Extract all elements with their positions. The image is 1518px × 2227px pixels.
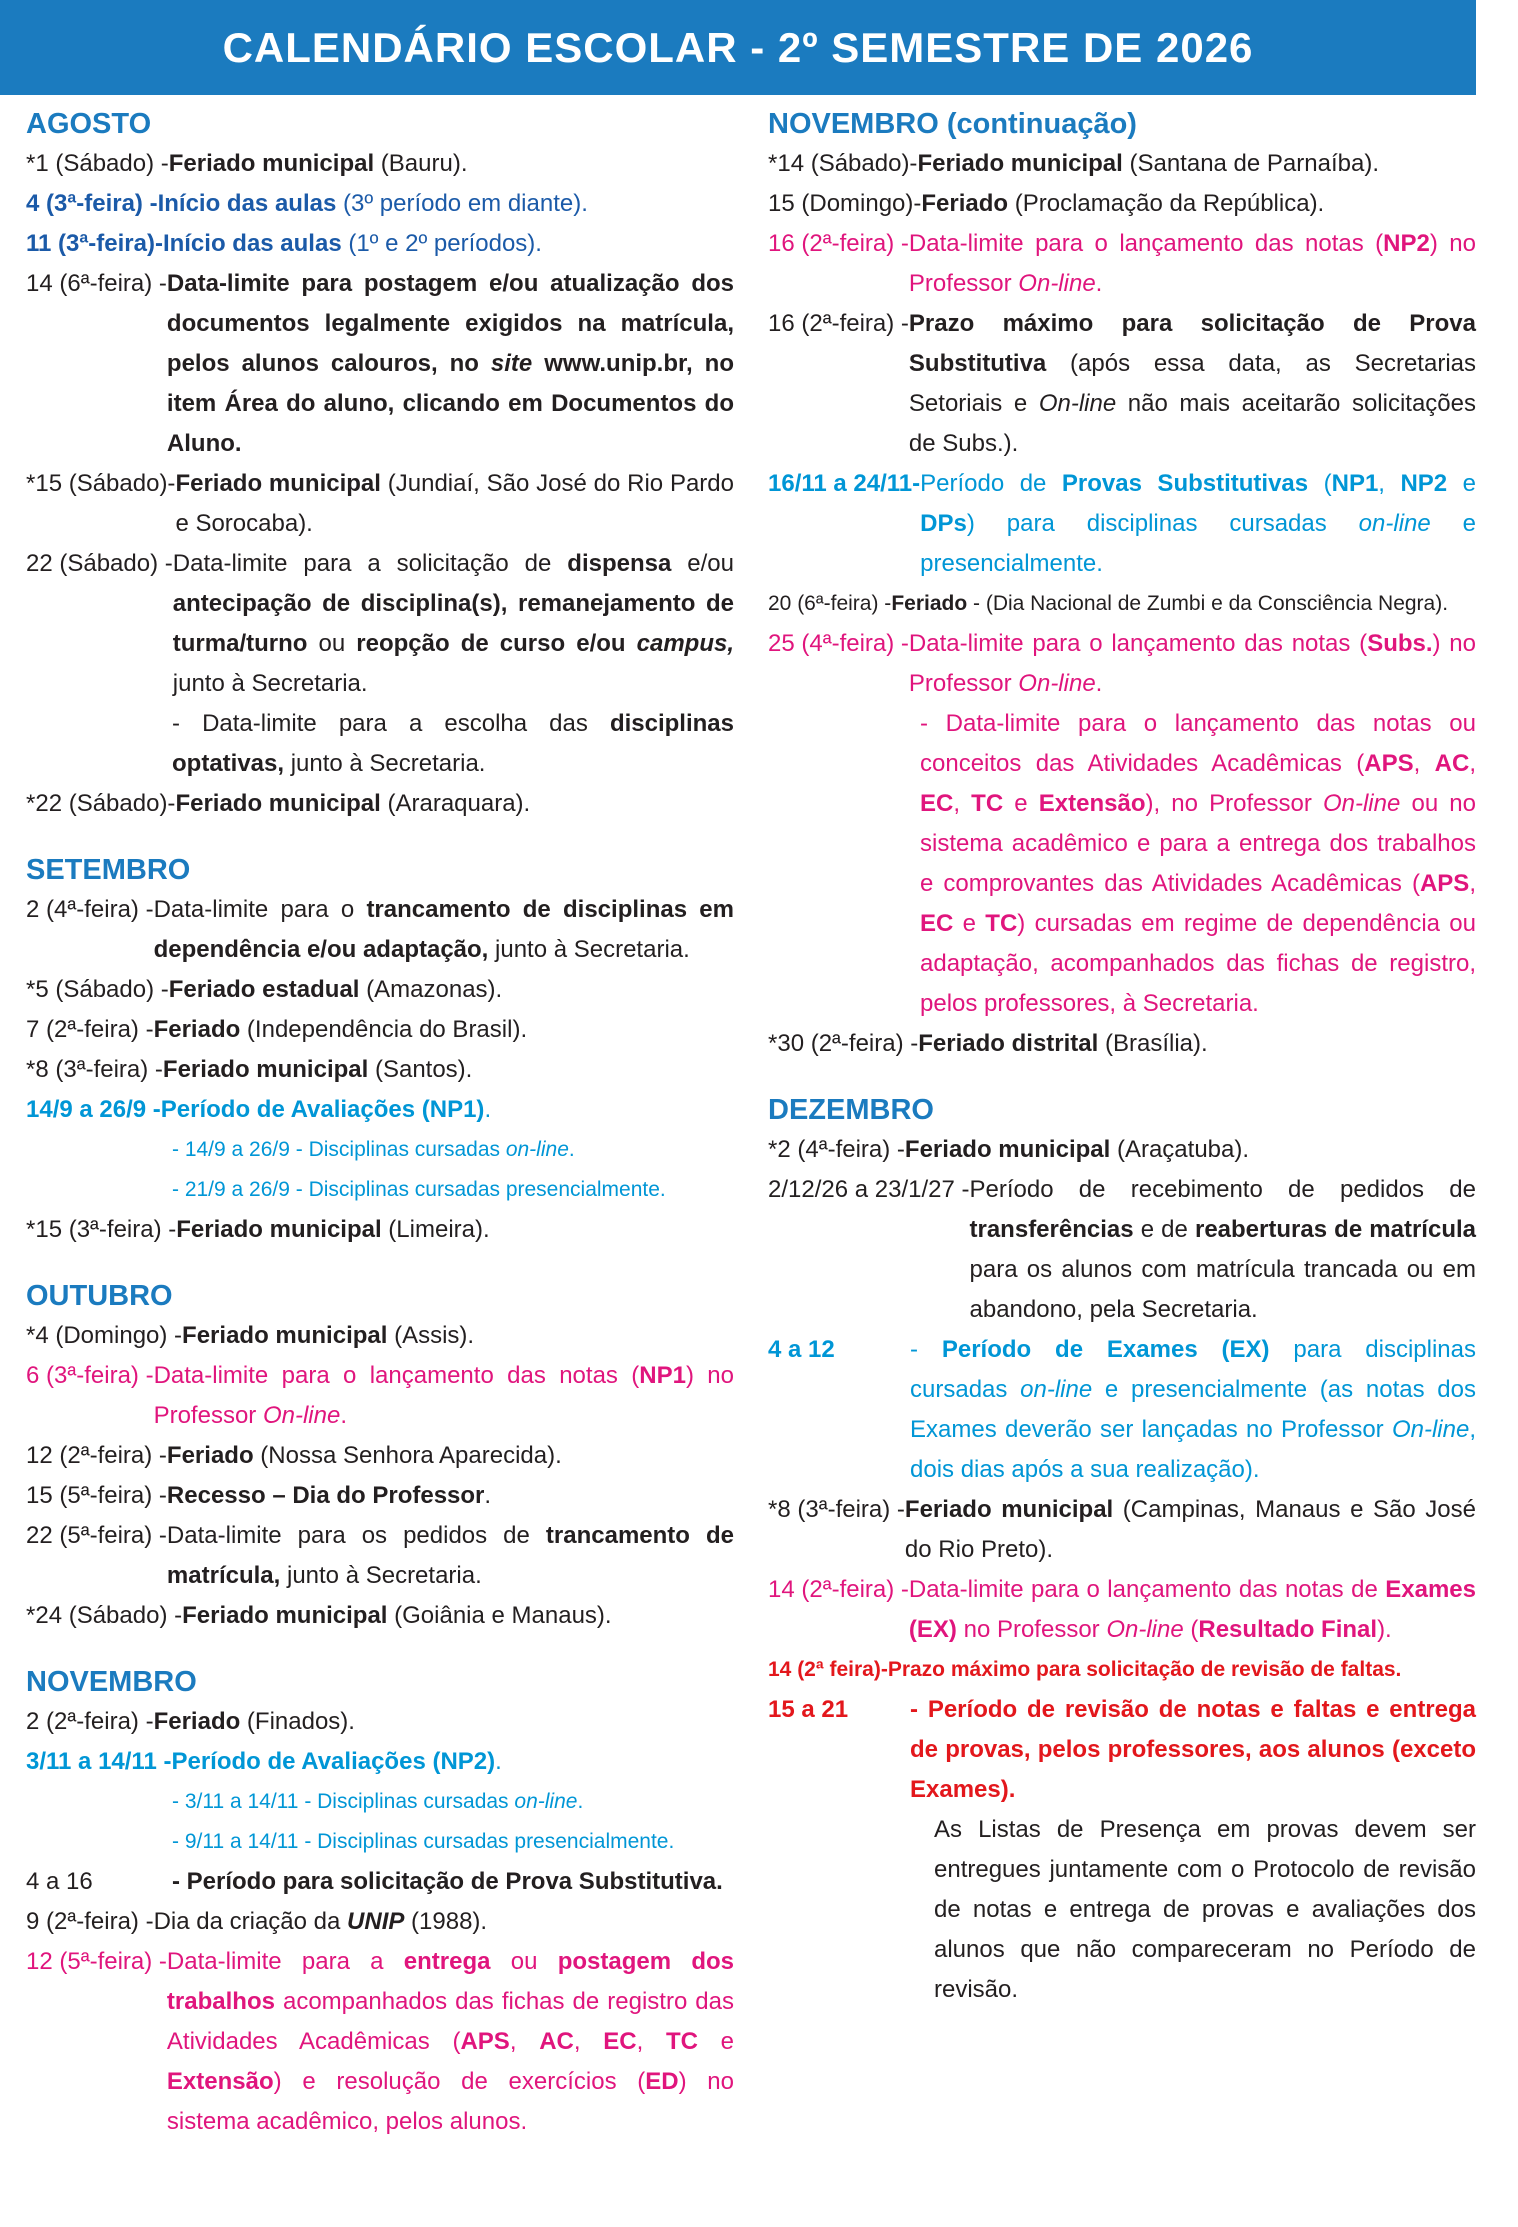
calendar-entry [768, 1690, 1476, 1810]
entry-date: *15 (Sábado)- [26, 470, 176, 497]
entry-text: APS [460, 2028, 510, 2055]
entry-text: (após essa data, as Secretarias Setoriais e [908, 350, 1476, 417]
entry-text: antecipação de disciplina(s), remanejamento de turma/turno [172, 590, 734, 657]
entry-text: Data-limite para o lançamento das notas de [908, 1576, 1386, 1603]
entry-date: *24 (Sábado) - [26, 1602, 183, 1629]
calendar-entry [768, 144, 1476, 184]
entry-label: - Período para solicitação de Prova Substitutiva. [172, 1868, 723, 1895]
calendar-entry [768, 624, 1476, 704]
entry-date: 4 a 12 [768, 1336, 835, 1363]
calendar-subentry [26, 704, 734, 784]
entry-date: 22 (Sábado) - [26, 550, 173, 577]
entry-date: *8 (3ª-feira) - [768, 1496, 905, 1523]
entry-text: - (Dia Nacional de Zumbi e da Consciência Negra). [967, 592, 1449, 615]
entry-text: TC [665, 2028, 698, 2055]
entry-label: Feriado [166, 1442, 254, 1469]
calendar-entry [768, 464, 1476, 584]
entry-text: , [573, 2028, 604, 2055]
entry-text: ED [645, 2068, 679, 2095]
entry-date: *22 (Sábado)- [26, 790, 176, 817]
entry-text: , [1413, 750, 1435, 777]
calendar-entry [26, 264, 734, 464]
entry-text: transferências [969, 1216, 1134, 1243]
entry-text: On-line [1322, 790, 1401, 817]
entry-date: 4 (3ª-feira) - [26, 190, 158, 217]
entry-date: 6 (3ª-feira) - [26, 1362, 154, 1389]
entry-date: 16 (2ª-feira) - [768, 230, 909, 257]
entry-text: disciplinas optativas, [172, 710, 734, 777]
entry-date: 15 a 21 [768, 1696, 849, 1723]
entry-date: 22 (5ª-feira) - [26, 1522, 167, 1549]
month-heading-dezembro: DEZEMBRO [768, 1094, 934, 1126]
month-heading-setembro: SETEMBRO [26, 854, 191, 886]
entry-text: , dois dias após a sua realização). [910, 1416, 1476, 1483]
entry-date: 25 (4ª-feira) - [768, 630, 909, 657]
entry-label: Feriado municipal [162, 1056, 369, 1083]
entry-date: *2 (4ª-feira) - [768, 1136, 905, 1163]
entry-text: junto à Secretaria. [280, 1562, 482, 1589]
calendar-entry [26, 784, 734, 824]
entry-text: - 9/11 a 14/11 - Disciplinas cursadas presencialmente. [172, 1830, 675, 1853]
entry-text: AC [539, 2028, 574, 2055]
entry-text: não mais aceitarão solicitações de Subs.). [908, 390, 1477, 457]
entry-text: e/ou [671, 550, 734, 577]
entry-text: AC [1434, 750, 1470, 777]
entry-text: www.unip.br, no item Área do aluno, clicando em Documentos do Aluno. [166, 350, 734, 457]
calendar-entry [26, 1516, 734, 1596]
right-column [768, 104, 1476, 2010]
calendar-entry [26, 464, 734, 544]
entry-text: ) no Professor [908, 630, 1477, 697]
entry-text: APS [1364, 750, 1414, 777]
entry-text: Data-limite para o lançamento das notas ( [908, 230, 1384, 257]
entry-date: 14 (2ª-feira) - [768, 1576, 909, 1603]
calendar-entry [768, 1170, 1476, 1330]
entry-text: on-line [514, 1790, 578, 1813]
entry-text: Subs. [1367, 630, 1433, 657]
entry-date: *4 (Domingo) - [26, 1322, 183, 1349]
entry-text: Data-limite para a solicitação de [172, 550, 568, 577]
entry-label: Feriado municipal [904, 1496, 1114, 1523]
entry-text: - Data-limite para o lançamento das notas ou conceitos das Atividades Acadêmicas ( [920, 710, 1476, 777]
calendar-entry [26, 544, 734, 704]
calendar-subentry [26, 1130, 734, 1170]
calendar-entry [26, 1942, 734, 2142]
calendar-entry [26, 1090, 734, 1130]
entry-text: (Goiânia e Manaus). [387, 1602, 612, 1629]
entry-text: Período de Exames (EX) [941, 1336, 1270, 1363]
entry-text: TC [985, 910, 1018, 937]
entry-text: Data-limite para os pedidos de [166, 1522, 546, 1549]
entry-text: On-line [1391, 1416, 1470, 1443]
calendar-entry [26, 1476, 734, 1516]
entry-text: no Professor [956, 1616, 1107, 1643]
entry-text: Data-limite para o lançamento das notas ( [153, 1362, 640, 1389]
calendar-subentry [768, 704, 1476, 1024]
entry-text: . [577, 1790, 584, 1813]
calendar-subentry [26, 1782, 734, 1822]
entry-text: acompanhados das fichas de registro das Atividades Acadêmicas ( [166, 1988, 734, 2055]
entry-text: ) para disciplinas cursadas [966, 510, 1359, 537]
entry-date: 15 (5ª-feira) - [26, 1482, 167, 1509]
entry-text: campus, [636, 630, 735, 657]
calendar-entry [768, 1490, 1476, 1570]
calendar-entry [26, 1010, 734, 1050]
entry-text: reopção de curso e/ou [356, 630, 637, 657]
entry-date: 14 (6ª-feira) - [26, 270, 167, 297]
calendar-entry [26, 890, 734, 970]
entry-text: - [910, 1336, 942, 1363]
entry-text: e de [1133, 1216, 1195, 1243]
entry-date: 2 (4ª-feira) - [26, 896, 154, 923]
entry-text: . [484, 1096, 492, 1123]
calendar-entry [26, 1050, 734, 1090]
entry-text: , [636, 2028, 666, 2055]
entry-text: NP1 [1331, 470, 1379, 497]
entry-text: (Jundiaí, São José do Rio Pardo e Sorocaba). [175, 470, 734, 537]
entry-label: Início das aulas [162, 230, 342, 257]
entry-date: 3/11 a 14/11 - [26, 1748, 172, 1775]
calendar-entry [768, 1130, 1476, 1170]
entry-date: 7 (2ª-feira) - [26, 1016, 154, 1043]
entry-text: entrega [403, 1948, 491, 1975]
entry-text: TC [971, 790, 1004, 817]
entry-text: - 21/9 a 26/9 - Disciplinas cursadas presencialmente. [172, 1178, 666, 1201]
entry-label: Feriado estadual [168, 976, 360, 1003]
entry-text: (1º e 2º períodos). [341, 230, 542, 257]
entry-date: *5 (Sábado) - [26, 976, 169, 1003]
calendar-entry [768, 584, 1476, 624]
entry-date: 12 (5ª-feira) - [26, 1948, 167, 1975]
entry-text: On-line [1106, 1616, 1184, 1643]
entry-text: (Limeira). [381, 1216, 490, 1243]
entry-label: Recesso – Dia do Professor [166, 1482, 485, 1509]
entry-date: 14 (2ª feira)- [768, 1658, 888, 1681]
entry-text: para os alunos com matrícula trancada ou em abandono, pela Secretaria. [969, 1256, 1476, 1323]
entry-text: ) no Professor [153, 1362, 734, 1429]
calendar-entry [26, 1742, 734, 1782]
entry-text: ou no sistema acadêmico e para a entrega dos trabalhos e comprovantes das Atividades Acadêmicas ( [920, 790, 1477, 897]
entry-text: (Araraquara). [380, 790, 531, 817]
calendar-entry [26, 1596, 734, 1636]
entry-text: Período de recebimento de pedidos de [969, 1176, 1476, 1203]
entry-text: Data-limite para o lançamento das notas ( [908, 630, 1368, 657]
entry-text: e [1003, 790, 1039, 817]
entry-text: Exames (EX) [908, 1576, 1476, 1643]
entry-date: 11 (3ª-feira)- [26, 230, 163, 257]
entry-label: Feriado municipal [175, 790, 381, 817]
entry-text: , [953, 790, 972, 817]
entry-text: Provas Substitutivas [1061, 470, 1309, 497]
entry-text: ) e resolução de exercícios ( [273, 2068, 646, 2095]
entry-text: . [495, 1748, 502, 1775]
calendar-entry [768, 1024, 1476, 1064]
entry-text: trancamento de matrícula, [166, 1522, 734, 1589]
entry-date: 14/9 a 26/9 - [26, 1096, 161, 1123]
entry-text: ), no Professor [1145, 790, 1323, 817]
month-heading-novembro-continuacao: NOVEMBRO (continuação) [768, 108, 1137, 140]
entry-text: Extensão [166, 2068, 274, 2095]
entry-text: postagem dos trabalhos [166, 1948, 734, 2015]
entry-text: (Amazonas). [359, 976, 503, 1003]
entry-date: 2/12/26 a 23/1/27 - [768, 1176, 970, 1203]
calendar-entry [768, 304, 1476, 464]
entry-text: e [697, 2028, 734, 2055]
calendar-entry [26, 144, 734, 184]
entry-text: , [1378, 470, 1401, 497]
entry-label: Feriado [921, 190, 1009, 217]
entry-label: Início das aulas [157, 190, 337, 217]
entry-text: on-line [505, 1138, 569, 1161]
entry-text: (Araçatuba). [1110, 1136, 1250, 1163]
entry-label: Feriado municipal [917, 150, 1123, 177]
entry-text: (1988). [404, 1908, 488, 1935]
entry-text: - Data-limite para a escolha das [172, 710, 610, 737]
entry-text: junto à Secretaria. [488, 936, 690, 963]
calendar-subentry [26, 1170, 734, 1210]
entry-label: Feriado municipal [176, 1216, 382, 1243]
entry-date: 20 (6ª-feira) - [768, 592, 892, 615]
entry-text: (Assis). [387, 1322, 475, 1349]
entry-text: Resultado Final [1198, 1616, 1378, 1643]
calendar-entry [26, 1436, 734, 1476]
calendar-entry [26, 1316, 734, 1356]
presence-list-note: As Listas de Presença em provas devem ser entregues juntamente com o Protocolo de revisão de notas e entrega de provas e avaliações dos alunos que não compareceram no Período de revisão. [934, 1816, 1476, 2003]
entry-text: dispensa [567, 550, 672, 577]
entry-text: On-line [1018, 670, 1096, 697]
entry-text: On-line [1038, 390, 1117, 417]
entry-date: 4 a 16 [26, 1868, 93, 1895]
entry-text: (Brasília). [1098, 1030, 1208, 1057]
entry-text: ( [1308, 470, 1332, 497]
entry-label: Feriado distrital [918, 1030, 1099, 1057]
calendar-entry [768, 184, 1476, 224]
entry-text: (Campinas, Manaus e São José do Rio Preto). [904, 1496, 1476, 1563]
entry-text: . [568, 1138, 575, 1161]
entry-text: ) no sistema acadêmico, pelos alunos. [166, 2068, 734, 2135]
entry-text: on-line [1358, 510, 1431, 537]
calendar-entry [768, 224, 1476, 304]
entry-text: . [1095, 270, 1103, 297]
entry-text: site [490, 350, 533, 377]
entry-text: . [1095, 670, 1103, 697]
entry-text: junto à Secretaria. [172, 670, 368, 697]
entry-text: (Proclamação da República). [1008, 190, 1325, 217]
entry-label: Feriado [153, 1016, 241, 1043]
calendar-entry [768, 1570, 1476, 1650]
entry-text: Extensão [1038, 790, 1146, 817]
entry-text: e [953, 910, 986, 937]
entry-text: e [1447, 470, 1476, 497]
entry-label: Feriado municipal [182, 1602, 388, 1629]
entry-text: , [509, 2028, 540, 2055]
calendar-entry [768, 1650, 1476, 1690]
entry-text: NP1 [639, 1362, 686, 1389]
entry-text: On-line [1018, 270, 1096, 297]
calendar-entry [768, 1330, 1476, 1490]
page-header [0, 0, 1476, 95]
entry-text: - 3/11 a 14/11 - Disciplinas cursadas [172, 1790, 515, 1813]
entry-text: ou [490, 1948, 558, 1975]
entry-text: EC [920, 790, 954, 817]
left-column [26, 104, 734, 2142]
entry-label: Feriado municipal [904, 1136, 1111, 1163]
entry-text: ). [1377, 1616, 1392, 1643]
entry-date: *15 (3ª-feira) - [26, 1216, 177, 1243]
entry-text: trancamento de disciplinas em dependência e/ou adaptação, [153, 896, 734, 963]
entry-text: on-line [1020, 1376, 1093, 1403]
entry-text: (Santos). [368, 1056, 473, 1083]
entry-text: junto à Secretaria. [284, 750, 486, 777]
entry-text: e presencialmente (as notas dos Exames deverão ser lançadas no Professor [910, 1376, 1477, 1443]
entry-text: Período de [920, 470, 1062, 497]
entry-date: *30 (2ª-feira) - [768, 1030, 919, 1057]
entry-text: e presencialmente. [920, 510, 1476, 577]
calendar-entry [26, 1862, 734, 1902]
entry-date: 12 (2ª-feira) - [26, 1442, 167, 1469]
entry-text: (Finados). [240, 1708, 355, 1735]
entry-text: (Santana de Parnaíba). [1122, 150, 1379, 177]
calendar-entry [26, 1210, 734, 1250]
entry-date: 2 (2ª-feira) - [26, 1708, 154, 1735]
entry-date: 15 (Domingo)- [768, 190, 922, 217]
entry-date: *8 (3ª-feira) - [26, 1056, 163, 1083]
entry-label: Feriado [891, 592, 968, 615]
entry-label: Período de Avaliações (NP1) [160, 1096, 485, 1123]
calendar-entry [26, 1902, 734, 1942]
entry-text: (Nossa Senhora Aparecida). [253, 1442, 562, 1469]
entry-text: . [340, 1402, 347, 1429]
entry-label: Feriado municipal [175, 470, 381, 497]
calendar-entry [26, 1702, 734, 1742]
month-heading-novembro: NOVEMBRO [26, 1666, 197, 1698]
entry-text: NP2 [1383, 230, 1430, 257]
entry-label: Prazo máximo para solicitação de revisão de faltas. [887, 1658, 1402, 1681]
entry-text: APS [1419, 870, 1470, 897]
entry-text: (3º período em diante). [336, 190, 588, 217]
entry-text: ( [1183, 1616, 1199, 1643]
calendar-entry [26, 184, 734, 224]
entry-text: reaberturas de matrícula [1194, 1216, 1477, 1243]
entry-text: NP2 [1400, 470, 1448, 497]
entry-date: *1 (Sábado) - [26, 150, 169, 177]
entry-text: (Independência do Brasil). [240, 1016, 528, 1043]
entry-date: 16/11 a 24/11- [768, 470, 921, 497]
month-heading-outubro: OUTUBRO [26, 1280, 173, 1312]
entry-text: , [1469, 750, 1476, 777]
entry-date: *14 (Sábado)- [768, 150, 918, 177]
calendar-subentry [26, 1822, 734, 1862]
calendar-entry [26, 1356, 734, 1436]
entry-text: EC [603, 2028, 637, 2055]
entry-text: ) no Professor [908, 230, 1476, 297]
entry-text: Dia da criação da [153, 1908, 348, 1935]
entry-text: DPs [920, 510, 967, 537]
entry-text: ou [307, 630, 357, 657]
entry-date: 16 (2ª-feira) - [768, 310, 909, 337]
entry-text: - 14/9 a 26/9 - Disciplinas cursadas [172, 1138, 506, 1161]
entry-label: - Período de revisão de notas e faltas e entrega de provas, pelos professores, aos alunos (exceto Exames). [910, 1696, 1476, 1803]
month-heading-agosto: AGOSTO [26, 108, 152, 140]
entry-text: Data-limite para postagem e/ou atualização dos documentos legalmente exigidos na matrícula, pelos alunos calouros, no [166, 270, 734, 377]
entry-text: UNIP [347, 1908, 405, 1935]
entry-text: . [484, 1482, 492, 1509]
entry-text: ) cursadas em regime de dependência ou adaptação, acompanhados das fichas de registro, pelos professores, à Secretaria. [920, 910, 1477, 1017]
entry-text: Data-limite para a [166, 1948, 404, 1975]
entry-text: , [1469, 870, 1476, 897]
entry-text: On-line [262, 1402, 341, 1429]
calendar-entry [26, 224, 734, 264]
entry-text: EC [920, 910, 954, 937]
entry-label: Prazo máximo para solicitação de Prova Substitutiva [908, 310, 1476, 377]
entry-label: Feriado municipal [182, 1322, 388, 1349]
calendar-entry [26, 970, 734, 1010]
entry-text: (Bauru). [374, 150, 468, 177]
entry-label: Período de Avaliações (NP2) [171, 1748, 496, 1775]
entry-date: 9 (2ª-feira) - [26, 1908, 154, 1935]
entry-text: para disciplinas cursadas [910, 1336, 1477, 1403]
entry-label: Feriado [153, 1708, 241, 1735]
entry-text: Data-limite para o [153, 896, 367, 923]
page-title: CALENDÁRIO ESCOLAR - 2º SEMESTRE DE 2026 [222, 23, 1254, 71]
entry-label: Feriado municipal [168, 150, 375, 177]
